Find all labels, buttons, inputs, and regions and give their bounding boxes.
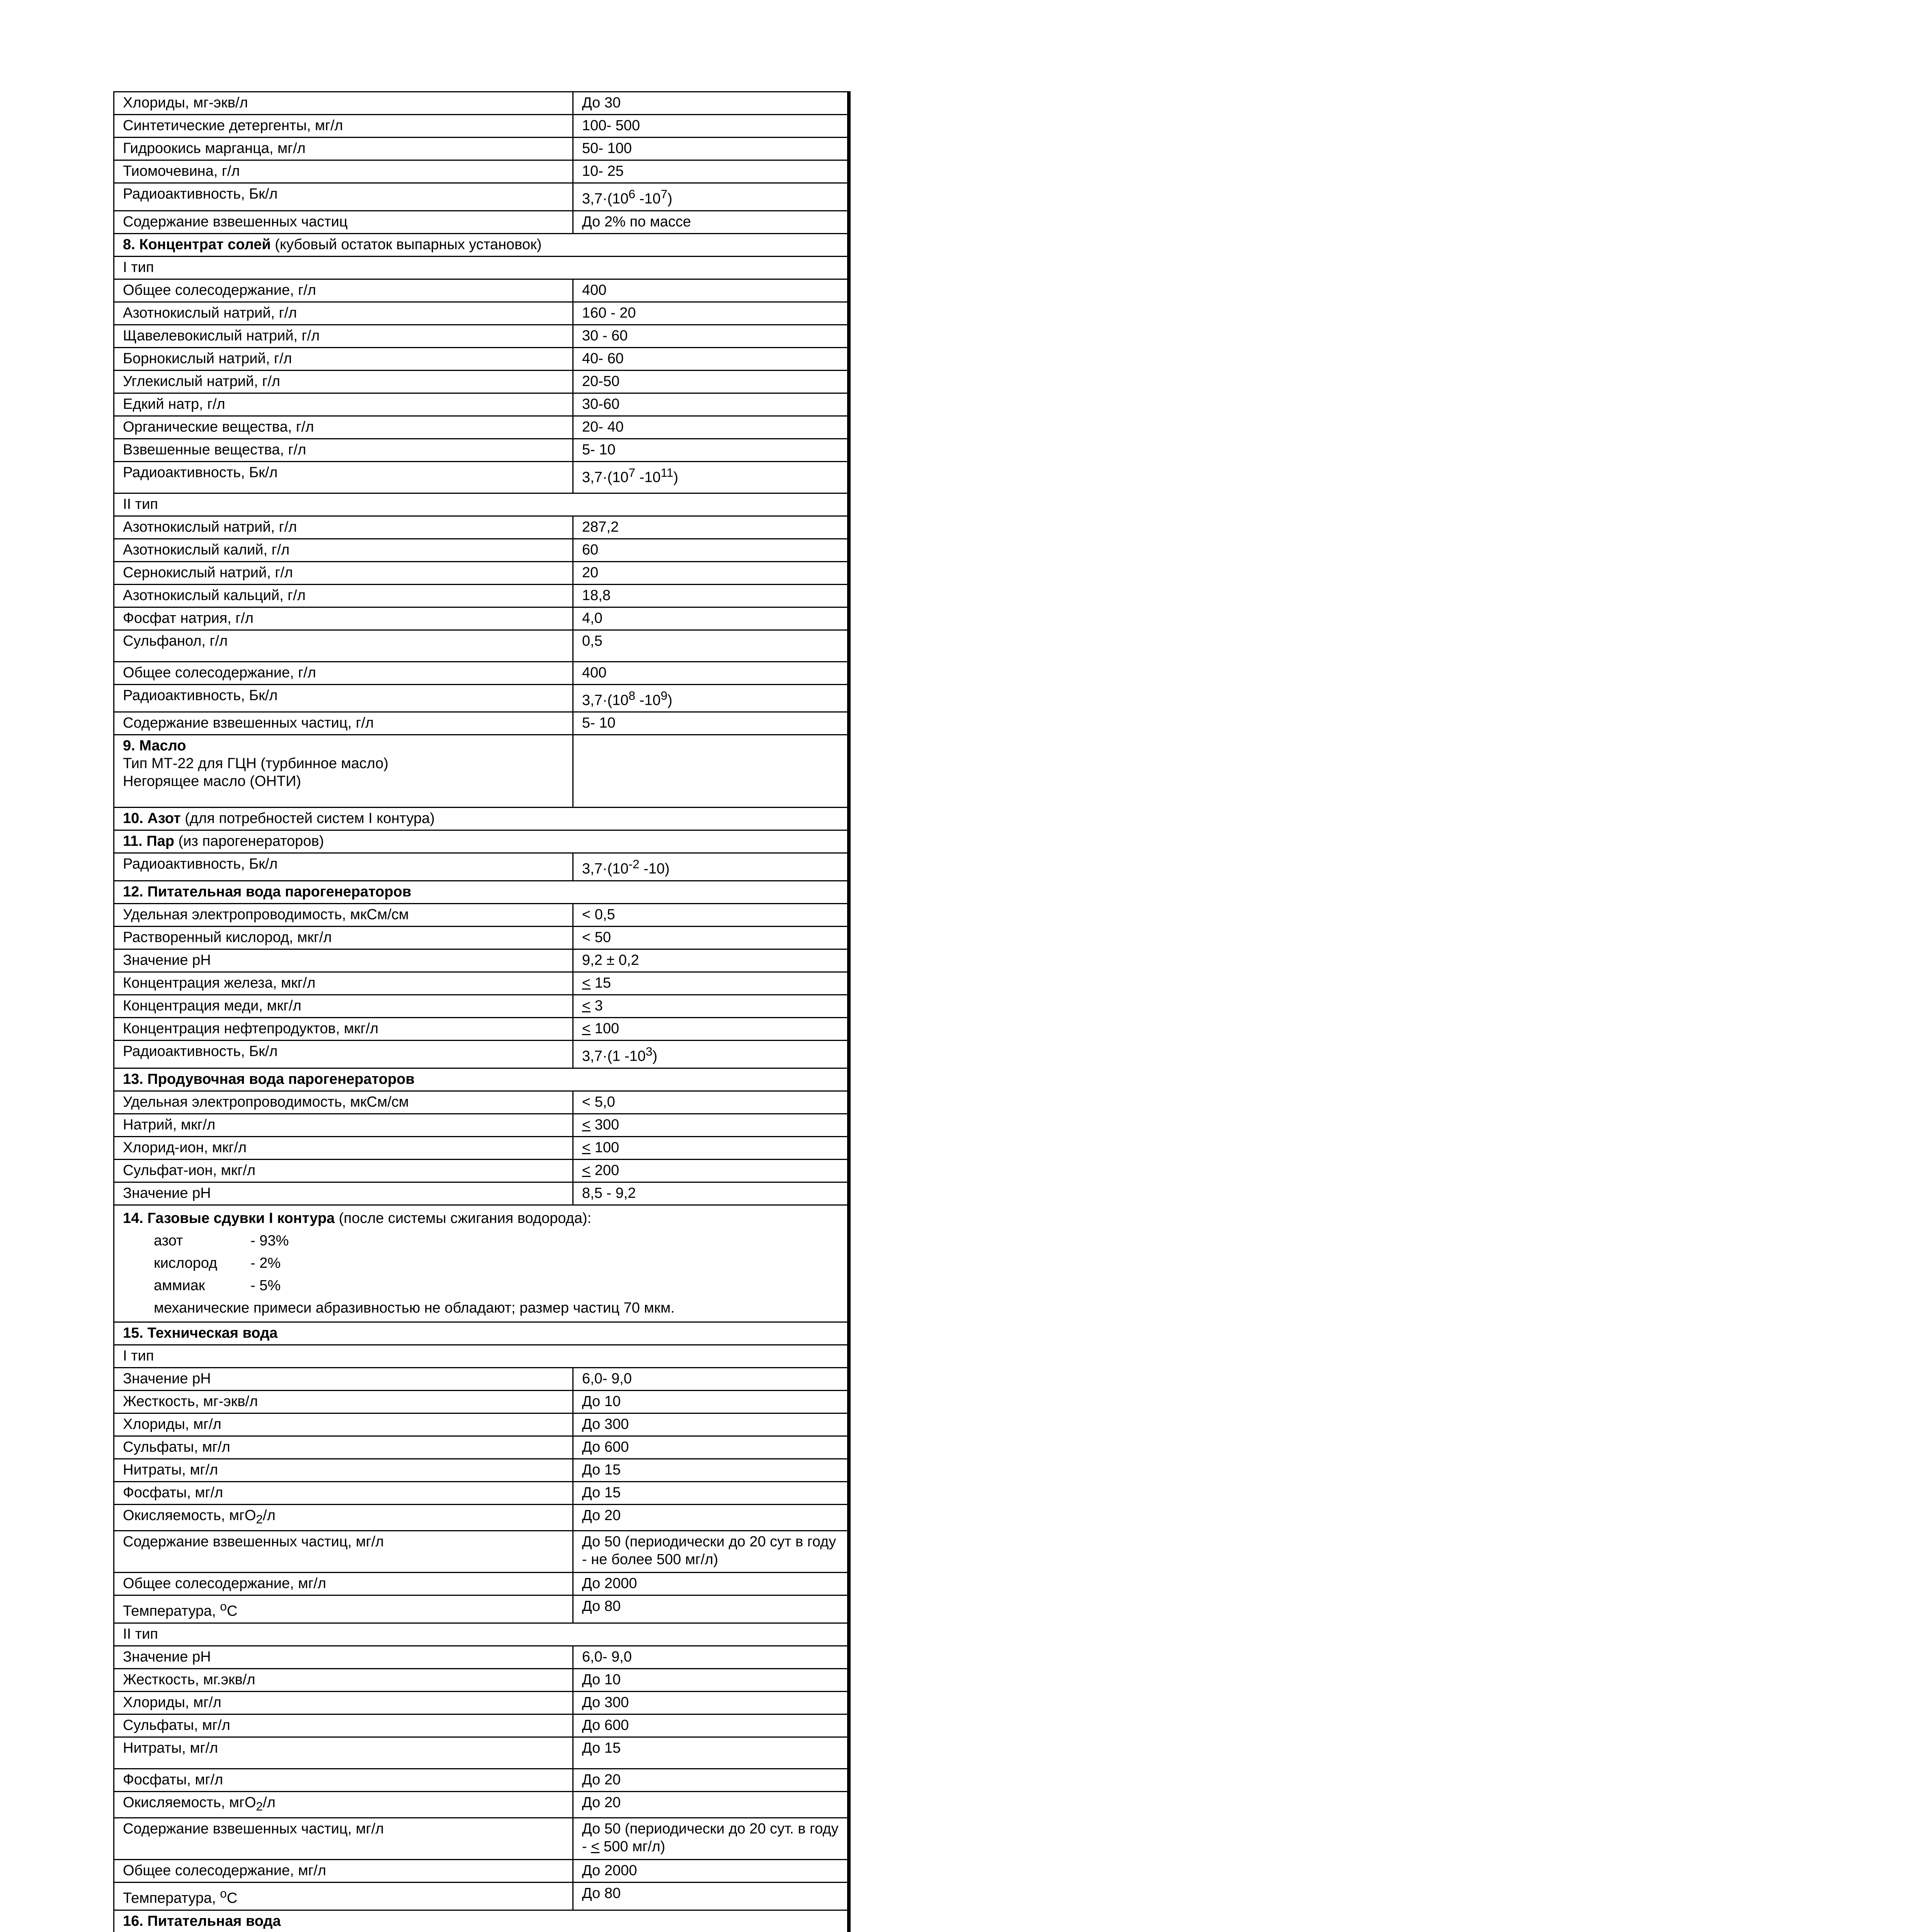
table-row bbox=[114, 416, 849, 439]
parameter-value: $3,7\cdot(10^7$ $-10^{11}$) bbox=[573, 461, 849, 493]
parameter-label: Общее солесодержание, мг/л bbox=[114, 1573, 573, 1595]
table-row bbox=[114, 302, 849, 325]
section-heading-title: 15. Техническая вода bbox=[123, 1325, 278, 1341]
parameter-value: 9,2 ± 0,2 bbox=[573, 949, 849, 972]
table-row bbox=[114, 1136, 849, 1159]
gas-heading bbox=[123, 1207, 842, 1230]
parameter-value: < 0,5 bbox=[573, 903, 849, 926]
table-row bbox=[114, 1818, 849, 1860]
section-heading bbox=[114, 1322, 849, 1345]
table-row bbox=[114, 1714, 849, 1737]
specification-table bbox=[113, 91, 851, 1932]
section-heading bbox=[114, 233, 849, 256]
parameter-label: Синтетические детергенты, мг/л bbox=[114, 115, 573, 138]
parameter-label: Радиоактивность, Бк/л bbox=[114, 1040, 573, 1068]
table-row bbox=[114, 233, 849, 256]
table-row bbox=[114, 493, 849, 516]
parameter-label: Общее солесодержание, г/л bbox=[114, 279, 573, 302]
table-row bbox=[114, 1159, 849, 1182]
parameter-value: 6,0- 9,0 bbox=[573, 1367, 849, 1390]
table-row bbox=[114, 160, 849, 183]
parameter-label: Борнокислый натрий, г/л bbox=[114, 347, 573, 370]
table-row bbox=[114, 1883, 849, 1910]
table-row bbox=[114, 808, 849, 830]
parameter-label: Сульфат-ион, мкг/л bbox=[114, 1159, 573, 1182]
table-row bbox=[114, 662, 849, 684]
section-subheading: I тип bbox=[114, 256, 849, 279]
section-heading bbox=[114, 1068, 849, 1091]
section-heading bbox=[114, 808, 849, 830]
table-row bbox=[114, 1390, 849, 1413]
parameter-label: Радиоактивность, Бк/л bbox=[114, 853, 573, 881]
parameter-value: 0,5 bbox=[573, 630, 849, 662]
section-subheading: I тип bbox=[114, 1345, 849, 1367]
parameter-value: 10- 25 bbox=[573, 160, 849, 183]
parameter-value: < 15 bbox=[573, 972, 849, 995]
parameter-label: Радиоактивность, Бк/л bbox=[114, 183, 573, 211]
parameter-label: Тиомочевина, г/л bbox=[114, 160, 573, 183]
parameter-value: 5- 10 bbox=[573, 439, 849, 461]
parameter-value: $3,7\cdot(10^8$ $-10^9$) bbox=[573, 684, 849, 712]
gas-value: - 2% bbox=[250, 1255, 281, 1271]
parameter-label: Содержание взвешенных частиц, г/л bbox=[114, 712, 573, 735]
parameter-value: 6,0- 9,0 bbox=[573, 1646, 849, 1668]
specification-table-body bbox=[114, 92, 849, 1932]
table-row bbox=[114, 183, 849, 211]
parameter-value: 8,5 - 9,2 bbox=[573, 1182, 849, 1205]
table-row bbox=[114, 684, 849, 712]
table-row bbox=[114, 1691, 849, 1714]
parameter-value: < 300 bbox=[573, 1114, 849, 1136]
value-cell bbox=[573, 735, 849, 808]
table-row bbox=[114, 1595, 849, 1623]
parameter-label: Значение pH bbox=[114, 949, 573, 972]
parameter-value: 30 - 60 bbox=[573, 325, 849, 347]
parameter-label: Значение pH bbox=[114, 1646, 573, 1668]
table-row bbox=[114, 881, 849, 903]
table-row bbox=[114, 995, 849, 1017]
parameter-value: До 80 bbox=[573, 1595, 849, 1623]
parameter-value: < 3 bbox=[573, 995, 849, 1017]
parameter-value: 287,2 bbox=[573, 516, 849, 539]
parameter-label: Азотнокислый натрий, г/л bbox=[114, 302, 573, 325]
gas-item bbox=[123, 1230, 842, 1252]
parameter-label: Значение pH bbox=[114, 1367, 573, 1390]
parameter-value: 160 - 20 bbox=[573, 302, 849, 325]
parameter-label: Содержание взвешенных частиц, мг/л bbox=[114, 1818, 573, 1860]
parameter-value: 20 bbox=[573, 561, 849, 584]
table-row bbox=[114, 1910, 849, 1932]
parameter-label: Органические вещества, г/л bbox=[114, 416, 573, 439]
section-heading-note: (из парогенераторов) bbox=[174, 833, 324, 850]
parameter-value: 30-60 bbox=[573, 393, 849, 416]
table-row bbox=[114, 138, 849, 160]
section-heading-title: 13. Продувочная вода парогенераторов bbox=[123, 1071, 415, 1087]
parameter-value: До 2000 bbox=[573, 1573, 849, 1595]
section-heading-title: 11. Пар bbox=[123, 833, 174, 850]
parameter-value: До 15 bbox=[573, 1481, 849, 1504]
parameter-label: Жесткость, мг-экв/л bbox=[114, 1390, 573, 1413]
table-row bbox=[114, 1573, 849, 1595]
table-row bbox=[114, 584, 849, 607]
parameter-value: < 100 bbox=[573, 1136, 849, 1159]
gas-item bbox=[123, 1274, 842, 1297]
parameter-value: 40- 60 bbox=[573, 347, 849, 370]
section-line: Тип МТ-22 для ГЦН (турбинное масло) bbox=[123, 755, 389, 772]
parameter-label: Гидроокись марганца, мг/л bbox=[114, 138, 573, 160]
parameter-label: Азотнокислый калий, г/л bbox=[114, 539, 573, 561]
section-heading-title: 9. Масло bbox=[123, 738, 186, 754]
table-row bbox=[114, 1091, 849, 1114]
parameter-label: Натрий, мкг/л bbox=[114, 1114, 573, 1136]
parameter-label: Концентрация меди, мкг/л bbox=[114, 995, 573, 1017]
table-row bbox=[114, 211, 849, 233]
table-row bbox=[114, 1646, 849, 1668]
gas-name: кислород bbox=[154, 1255, 218, 1271]
table-row bbox=[114, 370, 849, 393]
parameter-value: До 20 bbox=[573, 1791, 849, 1818]
parameter-value: 3,7·(1 $-10^3$) bbox=[573, 1040, 849, 1068]
table-row bbox=[114, 1459, 849, 1481]
parameter-label: Температура, $^о$С bbox=[114, 1595, 573, 1623]
table-row bbox=[114, 393, 849, 416]
table-row bbox=[114, 1182, 849, 1205]
parameter-label: Общее солесодержание, мг/л bbox=[114, 1860, 573, 1883]
section-heading bbox=[114, 830, 849, 853]
parameter-label: Окисляемость, мгО$_2$/л bbox=[114, 1791, 573, 1818]
section-heading bbox=[114, 881, 849, 903]
oil-section-cell bbox=[114, 735, 573, 808]
table-row bbox=[114, 92, 849, 115]
parameter-value: До 50 (периодически до 20 сут. в году - < 500 мг/л) bbox=[573, 1818, 849, 1860]
table-row bbox=[114, 1322, 849, 1345]
parameter-value: До 2% по массе bbox=[573, 211, 849, 233]
table-row bbox=[114, 830, 849, 853]
parameter-value: До 50 (периодически до 20 сут в году - не более 500 мг/л) bbox=[573, 1531, 849, 1573]
table-row bbox=[114, 1040, 849, 1068]
parameter-label: Радиоактивность, Бк/л bbox=[114, 461, 573, 493]
table-row bbox=[114, 972, 849, 995]
section-heading-note: (после системы сжигания водорода): bbox=[335, 1210, 592, 1226]
parameter-value: < 200 bbox=[573, 1159, 849, 1182]
parameter-label: Нитраты, мг/л bbox=[114, 1459, 573, 1481]
parameter-value: До 30 bbox=[573, 92, 849, 115]
section-heading-title: 14. Газовые сдувки I контура bbox=[123, 1210, 335, 1226]
table-row bbox=[114, 926, 849, 949]
parameter-value: До 600 bbox=[573, 1714, 849, 1737]
section-subheading: II тип bbox=[114, 493, 849, 516]
gas-name: аммиак bbox=[154, 1277, 205, 1294]
parameter-value: До 600 bbox=[573, 1436, 849, 1459]
parameter-value: До 15 bbox=[573, 1737, 849, 1769]
parameter-label: Общее солесодержание, г/л bbox=[114, 662, 573, 684]
section-heading-title: 8. Концентрат солей bbox=[123, 236, 271, 253]
parameter-value: До 300 bbox=[573, 1413, 849, 1436]
section-heading-title: 12. Питательная вода парогенераторов bbox=[123, 883, 412, 900]
table-row bbox=[114, 607, 849, 630]
table-row bbox=[114, 1769, 849, 1791]
parameter-value: < 100 bbox=[573, 1017, 849, 1040]
parameter-value: До 300 bbox=[573, 1691, 849, 1714]
table-row bbox=[114, 1205, 849, 1322]
parameter-label: Нитраты, мг/л bbox=[114, 1737, 573, 1769]
parameter-label: Концентрация нефтепродуктов, мкг/л bbox=[114, 1017, 573, 1040]
table-row bbox=[114, 347, 849, 370]
table-row bbox=[114, 1791, 849, 1818]
table-row bbox=[114, 1623, 849, 1646]
section-heading-note: (кубовый остаток выпарных установок) bbox=[271, 236, 542, 253]
parameter-value: 18,8 bbox=[573, 584, 849, 607]
table-row bbox=[114, 1345, 849, 1367]
table-row bbox=[114, 539, 849, 561]
section-heading-title: 10. Азот bbox=[123, 810, 181, 827]
table-row bbox=[114, 1481, 849, 1504]
table-row bbox=[114, 1531, 849, 1573]
gas-value: - 93% bbox=[250, 1232, 289, 1249]
parameter-label: Углекислый натрий, г/л bbox=[114, 370, 573, 393]
table-row bbox=[114, 1860, 849, 1883]
table-row bbox=[114, 949, 849, 972]
parameter-label: Радиоактивность, Бк/л bbox=[114, 684, 573, 712]
table-row bbox=[114, 1737, 849, 1769]
gas-value: - 5% bbox=[250, 1277, 281, 1294]
section-subheading: II тип bbox=[114, 1623, 849, 1646]
table-row bbox=[114, 1068, 849, 1091]
parameter-value: До 15 bbox=[573, 1459, 849, 1481]
parameter-value: До 20 bbox=[573, 1504, 849, 1531]
parameter-label: Окисляемость, мгО$_2$/л bbox=[114, 1504, 573, 1531]
parameter-label: Удельная электропроводимость, мкСм/см bbox=[114, 903, 573, 926]
parameter-value: До 20 bbox=[573, 1769, 849, 1791]
parameter-value: 20- 40 bbox=[573, 416, 849, 439]
section-line: Негорящее масло (ОНТИ) bbox=[123, 773, 301, 790]
table-row bbox=[114, 256, 849, 279]
parameter-value: 4,0 bbox=[573, 607, 849, 630]
parameter-value: 400 bbox=[573, 662, 849, 684]
parameter-label: Удельная электропроводимость, мкСм/см bbox=[114, 1091, 573, 1114]
table-row bbox=[114, 561, 849, 584]
parameter-label: Азотнокислый кальций, г/л bbox=[114, 584, 573, 607]
table-row bbox=[114, 1436, 849, 1459]
parameter-label: Щавелевокислый натрий, г/л bbox=[114, 325, 573, 347]
parameter-value: 100- 500 bbox=[573, 115, 849, 138]
table-row bbox=[114, 1504, 849, 1531]
parameter-label: Хлорид-ион, мкг/л bbox=[114, 1136, 573, 1159]
parameter-label: Концентрация железа, мкг/л bbox=[114, 972, 573, 995]
parameter-value: До 80 bbox=[573, 1883, 849, 1910]
parameter-label: Сульфаты, мг/л bbox=[114, 1714, 573, 1737]
parameter-value: $3,7\cdot(10^{-2}$ -10) bbox=[573, 853, 849, 881]
parameter-value: До 10 bbox=[573, 1668, 849, 1691]
parameter-label: Растворенный кислород, мкг/л bbox=[114, 926, 573, 949]
table-row bbox=[114, 903, 849, 926]
parameter-label: Фосфаты, мг/л bbox=[114, 1769, 573, 1791]
section-heading bbox=[114, 1910, 849, 1932]
section-heading-title: 16. Питательная вода bbox=[123, 1913, 281, 1930]
parameter-label: Фосфаты, мг/л bbox=[114, 1481, 573, 1504]
parameter-label: Сернокислый натрий, г/л bbox=[114, 561, 573, 584]
parameter-label: Сульфанол, г/л bbox=[114, 630, 573, 662]
parameter-label: Фосфат натрия, г/л bbox=[114, 607, 573, 630]
parameter-label: Содержание взвешенных частиц bbox=[114, 211, 573, 233]
table-row bbox=[114, 325, 849, 347]
table-row bbox=[114, 516, 849, 539]
parameter-label: Хлориды, мг/л bbox=[114, 1691, 573, 1714]
table-row bbox=[114, 115, 849, 138]
table-row bbox=[114, 712, 849, 735]
parameter-value: < 50 bbox=[573, 926, 849, 949]
parameter-value: < 5,0 bbox=[573, 1091, 849, 1114]
table-row bbox=[114, 461, 849, 493]
parameter-label: Взвешенные вещества, г/л bbox=[114, 439, 573, 461]
section-heading-note: (для потребностей систем I контура) bbox=[180, 810, 435, 827]
parameter-value: 400 bbox=[573, 279, 849, 302]
parameter-value: 60 bbox=[573, 539, 849, 561]
table-row bbox=[114, 1668, 849, 1691]
gas-section-cell bbox=[114, 1205, 849, 1322]
parameter-value: $3,7\cdot(10^6$ $-10^7$) bbox=[573, 183, 849, 211]
table-row bbox=[114, 279, 849, 302]
parameter-value: До 2000 bbox=[573, 1860, 849, 1883]
parameter-label: Хлориды, мг/л bbox=[114, 1413, 573, 1436]
gas-item bbox=[123, 1252, 842, 1274]
table-row bbox=[114, 853, 849, 881]
parameter-label: Жесткость, мг.экв/л bbox=[114, 1668, 573, 1691]
gas-name: азот bbox=[154, 1232, 183, 1249]
parameter-label: Содержание взвешенных частиц, мг/л bbox=[114, 1531, 573, 1573]
table-row bbox=[114, 1017, 849, 1040]
table-row bbox=[114, 1413, 849, 1436]
parameter-label: Сульфаты, мг/л bbox=[114, 1436, 573, 1459]
parameter-value: До 10 bbox=[573, 1390, 849, 1413]
parameter-value: 5- 10 bbox=[573, 712, 849, 735]
table-row bbox=[114, 439, 849, 461]
parameter-label: Азотнокислый натрий, г/л bbox=[114, 516, 573, 539]
table-row bbox=[114, 630, 849, 662]
parameter-label: Температура, $^о$С bbox=[114, 1883, 573, 1910]
table-row bbox=[114, 735, 849, 808]
table-row bbox=[114, 1367, 849, 1390]
parameter-label: Хлориды, мг-экв/л bbox=[114, 92, 573, 115]
parameter-label: Значение pH bbox=[114, 1182, 573, 1205]
parameter-value: 20-50 bbox=[573, 370, 849, 393]
parameter-value: 50- 100 bbox=[573, 138, 849, 160]
parameter-label: Едкий натр, г/л bbox=[114, 393, 573, 416]
gas-note: механические примеси абразивностью не обладают; размер частиц 70 мкм. bbox=[154, 1299, 675, 1316]
table-row bbox=[114, 1114, 849, 1136]
